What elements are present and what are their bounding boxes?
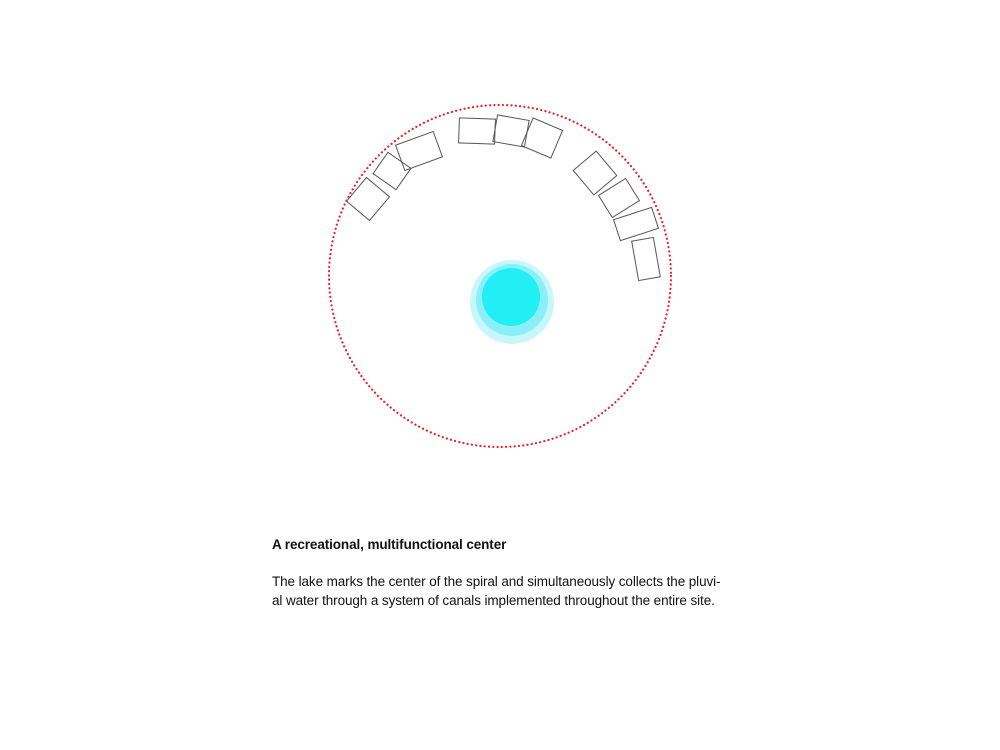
building-footprint [459,118,496,144]
building-footprint [599,178,640,217]
caption-body-line: The lake marks the center of the spiral and simultaneously collects the pluvi- [272,574,721,589]
building-footprint [632,237,661,280]
building-footprint [373,152,411,189]
caption-body [272,572,792,610]
building-footprints [347,115,661,281]
caption-title: A recreational, multifunctional center [272,537,507,552]
building-footprint [347,177,390,220]
building-footprint [493,115,529,147]
building-footprint [396,131,443,170]
lake-core [482,268,540,326]
caption [272,536,792,610]
lake [470,260,554,344]
caption-body-line: al water through a system of canals implemented throughout the entire site. [272,593,715,608]
building-footprint [521,118,562,158]
